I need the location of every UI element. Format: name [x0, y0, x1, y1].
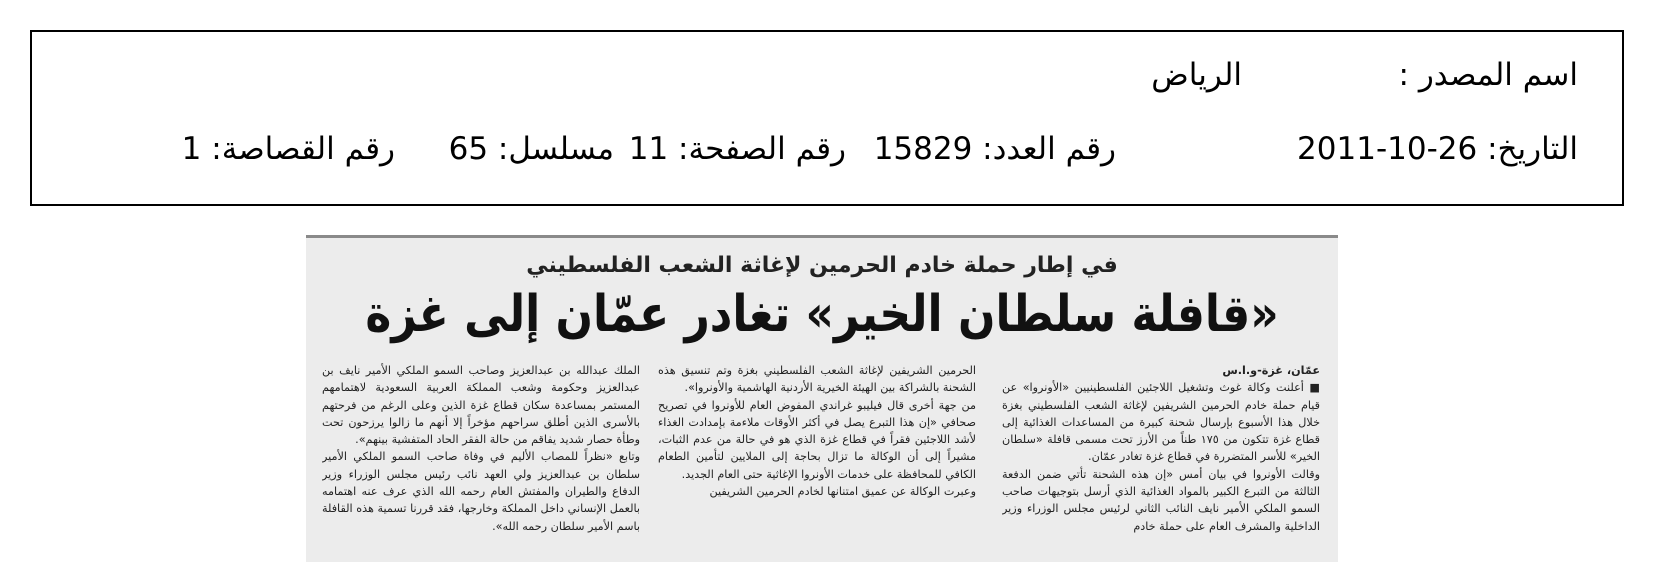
article-column-1	[1002, 362, 1320, 557]
date-field: التاريخ: 26-10-2011	[1297, 131, 1578, 167]
article-paragraph: الحرمين الشريفين لإغاثة الشعب الفلسطيني بغزة وتم تنسيق هذه الشحنة بالشراكة بين الهيئة الخيرية الأردنية الهاشمية والأونروا».	[658, 364, 976, 395]
article-kicker: في إطار حملة خادم الحرمين لإغاثة الشعب الفلسطيني	[526, 253, 1118, 278]
serial-field: مسلسل: 65	[448, 131, 614, 167]
article-paragraph: وعبرت الوكالة عن عميق امتنانها لخادم الحرمين الشريفين	[709, 485, 976, 499]
clipping-top-rule	[306, 235, 1338, 238]
article-paragraph: وتابع «نظراً للمصاب الأليم في وفاة صاحب السمو الملكي الأمير سلطان بن عبدالعزيز ولي العهد نائب رئيس مجلس الوزراء وزير الدفاع والطيران والمفتش العام رحمه الله الذي عرف عنه اهتمامه بالعمل الإنساني داخل المملكة وخارجها، فقد قررنا تسمية هذه القافلة باسم الأمير سلطان رحمه الله».	[322, 450, 640, 533]
article-paragraph: الملك عبدالله بن عبدالعزيز وصاحب السمو الملكي الأمير نايف بن عبدالعزيز وحكومة وشعب المملكة العربية السعودية لاهتمامهم المستمر بمساعدة سكان قطاع غزة الذين وعلى الرغم من فرحتهم بالأسرى الذين أطلق سراحهم مؤخراً إلا أنهم ما زالوا يرزحون تحت وطأة حصار شديد يفاقم من حالة الفقر الحاد المتفشية بينهم».	[322, 364, 640, 447]
page-number-field: رقم الصفحة: 11	[628, 131, 846, 167]
article-headline: «قافلة سلطان الخير» تغادر عمّان إلى غزة	[365, 285, 1279, 344]
article-paragraph: وقالت الأونروا في بيان أمس «إن هذه الشحنة تأتي ضمن الدفعة الثالثة من التبرع الكبير بالمواد الغذائية الذي أرسل بتوجيهات صاحب السمو الملكي الأمير نايف النائب الثاني لرئيس مجلس الوزراء وزير الداخلية والمشرف العام على حملة خادم	[1002, 467, 1320, 533]
clipping-number-field: رقم القصاصة: 1	[181, 131, 395, 167]
article-paragraph: ■ أعلنت وكالة غوث وتشغيل اللاجئين الفلسطينيين «الأونروا» عن قيام حملة خادم الحرمين الشريفين لإغاثة الشعب الفلسطيني بغزة خلال هذا الأسبوع بإرسال شحنة كبيرة من المساعدات الغذائية إلى قطاع غزة تتكون من ١٧٥ طناً من الأرز تحت مسمى قافلة «سلطان الخير» للأسر المتضررة في قطاع غزة تغادر عمّان.	[1002, 381, 1320, 464]
article-column-3	[322, 362, 640, 557]
article-paragraph: من جهة أخرى قال فيليبو غراندي المفوض العام للأونروا في تصريح صحافي «إن هذا التبرع يصل في أكثر الأوقات ملاءمة بإمدادت الغذاء لأشد اللاجئين فقراً في قطاع غزة الذي هو في حالة من عدم الثبات، مشيراً إلى أن الوكالة ما تزال بحاجة إلى الملايين لتأمين الطعام الكافي للمحافظة على خدمات الأونروا الإغاثية حتى العام الجديد.	[658, 398, 976, 481]
issue-number-field: رقم العدد: 15829	[873, 131, 1116, 167]
newspaper-clipping	[306, 235, 1338, 562]
article-column-2	[658, 362, 976, 557]
clipping-header-box	[30, 30, 1624, 206]
article-dateline: عمّان، غزة-و.ا.س	[1222, 364, 1320, 377]
source-value: الرياض	[1151, 57, 1242, 93]
source-label: اسم المصدر :	[1398, 57, 1578, 93]
